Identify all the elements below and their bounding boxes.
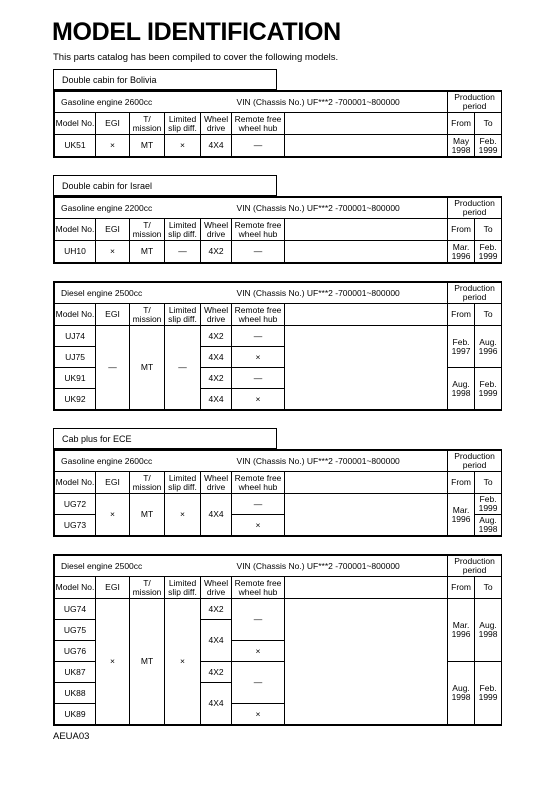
wheel-cell: 4X2 (201, 368, 232, 389)
section-label-israel: Double cabin for Israel (53, 175, 277, 196)
egi-cell: — (96, 326, 130, 410)
to-header: To (475, 304, 502, 326)
remote-hub-header: Remote free wheel hub (232, 304, 285, 326)
remote-cell: — (232, 326, 285, 347)
section-label-ece: Cab plus for ECE (53, 428, 277, 449)
from-cell: Aug. 1998 (448, 662, 475, 725)
wheel-drive-header: Wheel drive (201, 219, 232, 241)
from-cell: May 1998 (448, 135, 475, 157)
egi-header: EGI (96, 219, 130, 241)
wheel-cell: 4X2 (201, 241, 232, 263)
from-header: From (448, 219, 475, 241)
wheel-cell: 4X4 (201, 620, 232, 662)
wheel-cell: 4X4 (201, 389, 232, 410)
from-header: From (448, 113, 475, 135)
page-title: MODEL IDENTIFICATION (52, 18, 341, 46)
model-header: Model No. (55, 113, 96, 135)
model-cell: UJ74 (55, 326, 96, 347)
blank-cell (285, 219, 448, 241)
from-cell: Mar. 1996 (448, 494, 475, 536)
egi-cell: × (96, 494, 130, 536)
table-row (55, 135, 502, 157)
model-cell: UG75 (55, 620, 96, 641)
from-header: From (448, 577, 475, 599)
model-cell: UK91 (55, 368, 96, 389)
blank-cell (285, 577, 448, 599)
table-bolivia (53, 90, 502, 158)
remote-cell: — (232, 368, 285, 389)
lsd-cell: × (165, 135, 201, 157)
model-cell: UK88 (55, 683, 96, 704)
model-cell: UJ75 (55, 347, 96, 368)
vin-label: VIN (Chassis No.) UF***2 -700001~800000 (201, 92, 448, 113)
model-header: Model No. (55, 577, 96, 599)
remote-cell: — (232, 662, 285, 704)
remote-hub-header: Remote free wheel hub (232, 472, 285, 494)
vin-label: VIN (Chassis No.) UF***2 -700001~800000 (201, 283, 448, 304)
from-cell: Mar. 1996 (448, 241, 475, 263)
wheel-cell: 4X4 (201, 494, 232, 536)
tmission-cell: MT (130, 241, 165, 263)
to-cell: Aug. 1998 (475, 599, 502, 662)
footer-code: AEUA03 (53, 731, 90, 742)
model-header: Model No. (55, 304, 96, 326)
model-cell: UK51 (55, 135, 96, 157)
vin-label: VIN (Chassis No.) UF***2 -700001~800000 (201, 451, 448, 472)
blank-cell (285, 113, 448, 135)
remote-hub-header: Remote free wheel hub (232, 577, 285, 599)
remote-cell: — (232, 241, 285, 263)
egi-header: EGI (96, 472, 130, 494)
model-cell: UK89 (55, 704, 96, 725)
wheel-cell: 4X4 (201, 683, 232, 725)
lsd-cell: × (165, 494, 201, 536)
remote-cell: × (232, 515, 285, 536)
wheel-cell: 4X4 (201, 347, 232, 368)
wheel-cell: 4X4 (201, 135, 232, 157)
tmission-cell: MT (130, 494, 165, 536)
wheel-drive-header: Wheel drive (201, 577, 232, 599)
tmission-header: T/ mission (130, 472, 165, 494)
table-ece-diesel (53, 554, 502, 726)
model-cell: UG72 (55, 494, 96, 515)
blank-cell (285, 494, 448, 536)
to-cell: Feb. 1999 (475, 662, 502, 725)
tmission-header: T/ mission (130, 304, 165, 326)
remote-hub-header: Remote free wheel hub (232, 219, 285, 241)
production-period-header: Production period (448, 556, 502, 577)
wheel-cell: 4X2 (201, 599, 232, 620)
from-header: From (448, 472, 475, 494)
lsd-header: Limited slip diff. (165, 577, 201, 599)
engine-label: Diesel engine 2500cc (55, 556, 201, 577)
model-cell: UK92 (55, 389, 96, 410)
engine-label: Gasoline engine 2600cc (55, 451, 201, 472)
section-label-bolivia: Double cabin for Bolivia (53, 69, 277, 90)
to-cell: Aug. 1996 (475, 326, 502, 368)
model-cell: UH10 (55, 241, 96, 263)
blank-cell (285, 135, 448, 157)
to-cell: Feb. 1999 (475, 368, 502, 410)
production-period-header: Production period (448, 198, 502, 219)
lsd-header: Limited slip diff. (165, 113, 201, 135)
engine-label: Diesel engine 2500cc (55, 283, 201, 304)
model-cell: UG73 (55, 515, 96, 536)
wheel-cell: 4X2 (201, 662, 232, 683)
model-cell: UK87 (55, 662, 96, 683)
blank-cell (285, 326, 448, 410)
lsd-cell: × (165, 599, 201, 725)
egi-cell: × (96, 599, 130, 725)
production-period-header: Production period (448, 92, 502, 113)
table-ece-gasoline (53, 449, 502, 537)
model-cell: UG76 (55, 641, 96, 662)
remote-cell: — (232, 135, 285, 157)
wheel-drive-header: Wheel drive (201, 113, 232, 135)
to-cell: Feb. 1999 (475, 241, 502, 263)
from-cell: Feb. 1997 (448, 326, 475, 368)
production-period-header: Production period (448, 451, 502, 472)
to-cell: Feb. 1999 (475, 494, 502, 515)
vin-label: VIN (Chassis No.) UF***2 -700001~800000 (201, 198, 448, 219)
table-row (55, 241, 502, 263)
tmission-header: T/ mission (130, 577, 165, 599)
blank-cell (285, 304, 448, 326)
remote-hub-header: Remote free wheel hub (232, 113, 285, 135)
blank-cell (285, 472, 448, 494)
wheel-drive-header: Wheel drive (201, 304, 232, 326)
lsd-cell: — (165, 241, 201, 263)
model-header: Model No. (55, 219, 96, 241)
wheel-cell: 4X2 (201, 326, 232, 347)
tmission-cell: MT (130, 599, 165, 725)
remote-cell: × (232, 704, 285, 725)
from-cell: Aug. 1998 (448, 368, 475, 410)
egi-header: EGI (96, 304, 130, 326)
tmission-cell: MT (130, 326, 165, 410)
engine-label: Gasoline engine 2200cc (55, 198, 201, 219)
egi-cell: × (96, 135, 130, 157)
table-israel-diesel (53, 281, 502, 411)
engine-label: Gasoline engine 2600cc (55, 92, 201, 113)
lsd-header: Limited slip diff. (165, 219, 201, 241)
to-header: To (475, 219, 502, 241)
from-cell: Mar. 1996 (448, 599, 475, 662)
remote-cell: × (232, 641, 285, 662)
remote-cell: — (232, 599, 285, 641)
remote-cell: × (232, 347, 285, 368)
table-row (55, 599, 502, 620)
tmission-cell: MT (130, 135, 165, 157)
to-header: To (475, 113, 502, 135)
table-israel-gasoline (53, 196, 502, 264)
table-row (55, 494, 502, 515)
table-row (55, 326, 502, 347)
wheel-drive-header: Wheel drive (201, 472, 232, 494)
vin-label: VIN (Chassis No.) UF***2 -700001~800000 (201, 556, 448, 577)
model-header: Model No. (55, 472, 96, 494)
egi-header: EGI (96, 113, 130, 135)
blank-cell (285, 241, 448, 263)
tmission-header: T/ mission (130, 113, 165, 135)
to-header: To (475, 577, 502, 599)
intro-text: This parts catalog has been compiled to cover the following models. (53, 52, 339, 63)
from-header: From (448, 304, 475, 326)
model-cell: UG74 (55, 599, 96, 620)
lsd-header: Limited slip diff. (165, 472, 201, 494)
tmission-header: T/ mission (130, 219, 165, 241)
to-cell: Feb. 1999 (475, 135, 502, 157)
lsd-cell: — (165, 326, 201, 410)
egi-header: EGI (96, 577, 130, 599)
lsd-header: Limited slip diff. (165, 304, 201, 326)
to-cell: Aug. 1998 (475, 515, 502, 536)
remote-cell: — (232, 494, 285, 515)
to-header: To (475, 472, 502, 494)
production-period-header: Production period (448, 283, 502, 304)
egi-cell: × (96, 241, 130, 263)
remote-cell: × (232, 389, 285, 410)
blank-cell (285, 599, 448, 725)
